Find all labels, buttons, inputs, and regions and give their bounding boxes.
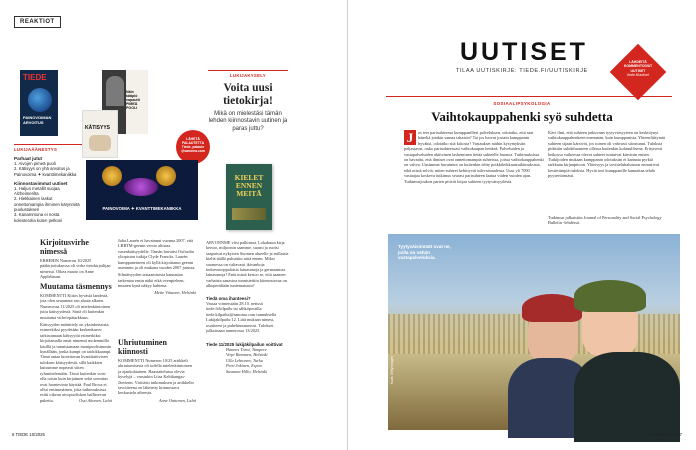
- vote-group-1-title: Parhaat jutut: [14, 156, 43, 161]
- letter-3-body: KOMMENTTI Numeron 10/25 artikkeli uhriutumisesta oli todella mielenkiintoinen ja ajankohtainen. Haastattelussa olevia kyselyjä – varsinkin Liisa Keltikangas-Järvinen. Virittäisi tutkimuksen ja artikkelin tavoitteena on lähetetty kiinnostava keskustelu aiheesta.: [118, 358, 194, 396]
- thumb-b-title: KÄTISYYS: [85, 125, 111, 131]
- book-cover: [226, 164, 272, 230]
- book-title-line: ENNEN: [235, 181, 263, 191]
- letter-3-signature: Anne Onttonen, Lahti: [158, 397, 196, 403]
- vote-group-2-title: Kiinnostavimmat uutiset: [14, 180, 68, 186]
- list-item: Ulla Lehtonen, Turku: [226, 357, 263, 363]
- feedback-badge-text: LÄHETÄ PALAUTETTA Tiede, palaute @sanoma.com: [180, 137, 206, 153]
- page-folio: 6 TIEDE 10/2025: [12, 432, 45, 437]
- article-headline: Vaihtokauppahenki syö suhdetta: [431, 109, 613, 124]
- source-badge-text: [618, 60, 658, 78]
- photo-caption: Tyytyväisimmät ovat ne, joilla on vähän vastapalveluksia.: [398, 244, 451, 261]
- badge-line: KOMMENTOIVAT: [623, 64, 653, 69]
- book-title: [226, 174, 272, 199]
- letter-2-title: Muutama täsmennys: [40, 282, 112, 291]
- article-kicker: SOSIAALIPSYKOLOGIA: [493, 101, 551, 106]
- list-item: 1. Haljun metallit suojaa Alzheimerilta: [14, 185, 60, 197]
- vote-group-2-list: [14, 186, 82, 223]
- list-item: 2. Kätisyys on yhä arvoitus ja: [14, 166, 70, 172]
- drop-cap: J: [404, 130, 416, 145]
- article-body-1: os teet parisuhteessa kumppanillesi palveluksen, odotatko, että saat häneltä jotakin samaa takaisin? Tai jos luovut jostain kumppanin hyväksi, odotatko sitä kiitosta? Vastaukset näihin kysymyksiin paljastavat, onko parisuhteessasi vaihtokaupan henkeä. Palveluiden ja vastapalveluiden aktiivinen laskeminen tietää suhteelle huonoa. Tutkimuksissa on havaittu, että ihmiset ovat onnettomampia suhteissa, joissa vaihtokauppahenki on vahva. Uusimmat havainnot on kuitenkin tehty poikkileikkaustutkimuksista, eikä niistä selviä, miten suhteet kehittyvät tulevaisuudessa. Uusi yli 7000 vastaajaa koskeva tutkimus seurasi parisuhteen laatua viiden vuoden ajan. Tutkimusjoukon parien pitivät kirjaa suhteen tyytyväisyydestä.: [404, 130, 544, 184]
- article-spread-thumb-b: [82, 110, 118, 158]
- badge-line: LÄHDEITÄ: [629, 60, 647, 64]
- badge-line: UUTISET: [630, 68, 646, 73]
- feedback-badge[interactable]: [176, 130, 210, 164]
- right-page: [348, 0, 696, 450]
- poll-title: Voita uusi tietokirja!: [223, 82, 273, 107]
- list-item: Painovoima ✦ kvanttimekaniikka: [14, 171, 77, 177]
- cover-image-1: [20, 70, 58, 136]
- letter-1-body: ERHEHIN Numeron 10/2025 pääkirjoituksessa oli virhe tietokirjailijan nimessä. Oikea muoto on Anne Applebaum.: [40, 258, 111, 280]
- letter-2-body: KOMMENTTI Kiitos hyvästä landestä, jota olen seurannut sen alusta alkaen. Numerossa 11/2025 oli mielenkiintoinen juttu kätisyydestä. Siinä oli kuitenkin muutama virhe/epätarkkuus.: [40, 293, 111, 320]
- newsletter-link[interactable]: TILAA UUTISKIRJE: TIEDE.FI/UUTISKIRJE: [456, 68, 588, 74]
- article-rule: [386, 96, 672, 97]
- list-item: Hannes Törni, Tampere: [226, 347, 267, 352]
- poll-body: ARVONNME viisi palkintoa. Lokakuun kirja kertoo, miljoonin saamme, suomi ja ruotsi saapuivat nykyisen Suomen alueelle ja millaisia kieliä täällä puhuttiin niitä ennen. Miksi suomessa on valtavasti ikivanhoja indoeurooppalaisia lainasanoja ja germaanisia lainasanoja? Entä mistä kertoo se, että saamen varhaista sanastoa tunnistettiin kiinnostavaa on alkuperältään tuntematonta?: [206, 240, 289, 289]
- list-item: Petri Jokinen, Espoo: [226, 363, 262, 369]
- article-col-2: [548, 130, 666, 226]
- badge-line: tiede.fi/uutiset: [627, 73, 649, 78]
- red-rule: [14, 144, 82, 145]
- reader-vote-box: [14, 144, 82, 223]
- planet-graphic: [28, 88, 52, 112]
- poll-winners-list: [206, 347, 290, 374]
- list-item: 2. Hiekkainen laskut onnettomampia ihminen kärynrsitä puolustuksen: [14, 196, 80, 213]
- list-item: Susanna Hillo, Helsinki: [226, 368, 267, 374]
- cover-headline: PAINOVOIMAN ARVOITUS: [23, 115, 52, 125]
- section-tag: REAKTIOT: [14, 16, 61, 28]
- letter-2-body-2: Kätisyyden määrittely on yksinkertaista, esimerkiksi pyydetään keskenkasvu tarkistamaan kätisyyttä esimerkiksi kirjoitamalla omat nimensä molemmilla käsillä ja tunnistamaan monipuolisimmin kynällään, jonka kumpi on taidokkaampi. Tämä antaa luotettavan kvantitatiivisen tuloksen kätisyydestä, sillä kaikkien kutsumme nopeasti sitten ryhmittelemään. Tässä kuitenkin voisi olla toisin kuin kirjaimen sekä sormitus ovat luontevinta käyttää. Paul Broca ei ollut ensimmäinen, joka tutkimuksissa esitti oikean aivopuoliskon hallitsevan puhetta.: [40, 322, 112, 403]
- poll-label: LUKIJAKYSELY: [230, 73, 266, 78]
- letter-1-body-2: Juha Laurén ei havainnut vuonna 2007, että LRRTM-geenin versio altistaa vasenkätisyydelle. Tämän havaitsi Oxfordin yliopiston tutkija Clyde Francks. Laurén kumppaneineen oli kyllä kirjoittanut geenin asemmin ja oli mukana vuoden 2007 jutussa.: [118, 238, 196, 271]
- article-body-3: Tutkimus julkaistiin Journal of Personality and Social Psychology Bulletin -lehdessä.: [548, 215, 662, 226]
- letter-1-body-3: Silmäisyyden testaamisesta kannattaa tarkentaa ensin näkö eikä ovenpieleen, muuten kynä näkyy kahtena.: [118, 272, 185, 289]
- letter-1-title: Kirjoitusvirhe nimessä: [40, 238, 89, 256]
- book-title-line: MEITÄ: [236, 189, 262, 199]
- letter-1: [40, 238, 112, 280]
- cover-masthead: TIEDE: [23, 73, 47, 82]
- letter-2-signature: Ossi Ahonen, Lahti: [79, 398, 112, 404]
- poll-winners: [206, 342, 290, 374]
- photo-credit: Kuva: Getty Images: [390, 356, 394, 384]
- letter-1-continued: [118, 238, 196, 295]
- poll-winners-title: Tiede 11/2025 lukijäkilpailun voittivat: [206, 342, 283, 347]
- article-col-1: [404, 130, 544, 230]
- cover-2-headline: PAINOVOIMA ✦ KVANTTIMEKANIIKKA: [102, 206, 182, 211]
- section-title: UUTISET: [460, 38, 588, 66]
- thumb-a-title: Näin kääpiö vapautti PIMEÄ POOLI: [126, 90, 140, 110]
- cover-image-2: [86, 160, 198, 220]
- letter-3-title: Uhriutuminen kiinnosti: [118, 338, 167, 356]
- red-rule: [208, 70, 288, 71]
- poll-howto: [206, 296, 290, 333]
- article-body-2: Kävi ilmi, että suhteen jatkuvaan tyytyväisyyteen on keskittynyt vaihtokauppahenkeen enemmän, kuin kumppanista. Yhteenliittymät suhteen sijaan kärsivät, jos toinen oli vahvasti sitoutunut. Tuloksia pidettiin suhdeluonteen ollessa kuitenkin kohtuullisena. Erityisesti heikossa vaiheessa olevat suhteet tuntuivat kärsivän eniten. Tutkijoiden mukaan kumppanin odotuksiin ei kannata pyrkiä tarkkaan kirjanpitoon. Yhteisyys ja sovitteluhaluisuus ennustivat kestävämpiä tuloksia. Hyvät teot kumppanille kannattaa tehdä pyyteettömästi.: [548, 130, 666, 179]
- poll-howto-text: Vastaa viimeistään 28.10. netissä tiede.fi/kilpailu tai sähköpostilla tiede.kilpailut@sanoma.com tunnuksella Lukijakilpailu 12. Liitä mukaan nimesi, osoitteesi ja puhelinnumerosi. Tulokset julkaistaan numerossa 13/2025.: [206, 301, 277, 334]
- vote-group-1-list: [14, 161, 82, 177]
- list-item: 3. Kanammuna ei nosta kolesterolia kuten pelkoni: [14, 212, 63, 223]
- poll-howto-bold: Tiedä oma ihanteesi?: [206, 296, 251, 301]
- reader-poll: [208, 70, 288, 133]
- letter-3: [118, 338, 196, 403]
- vote-heading: LUKIJAÄÄNESTYS: [14, 147, 58, 152]
- poll-question: Mikä on mielestäsi tämän lehden kiinnostavin uutinen ja paras juttu?: [208, 111, 288, 132]
- letter-2: [40, 282, 112, 403]
- article-photo: [388, 234, 680, 430]
- page-folio: 10/2025 TIEDE 7: [649, 432, 682, 437]
- letter-1-signature: Mette Viitanen, Helsinki: [154, 289, 196, 295]
- book-title-line: KIELET: [234, 173, 264, 182]
- list-item: 1. Aivojen pimeä puoli: [14, 161, 56, 166]
- list-item: Virpi Rintanen, Helsinki: [226, 352, 268, 358]
